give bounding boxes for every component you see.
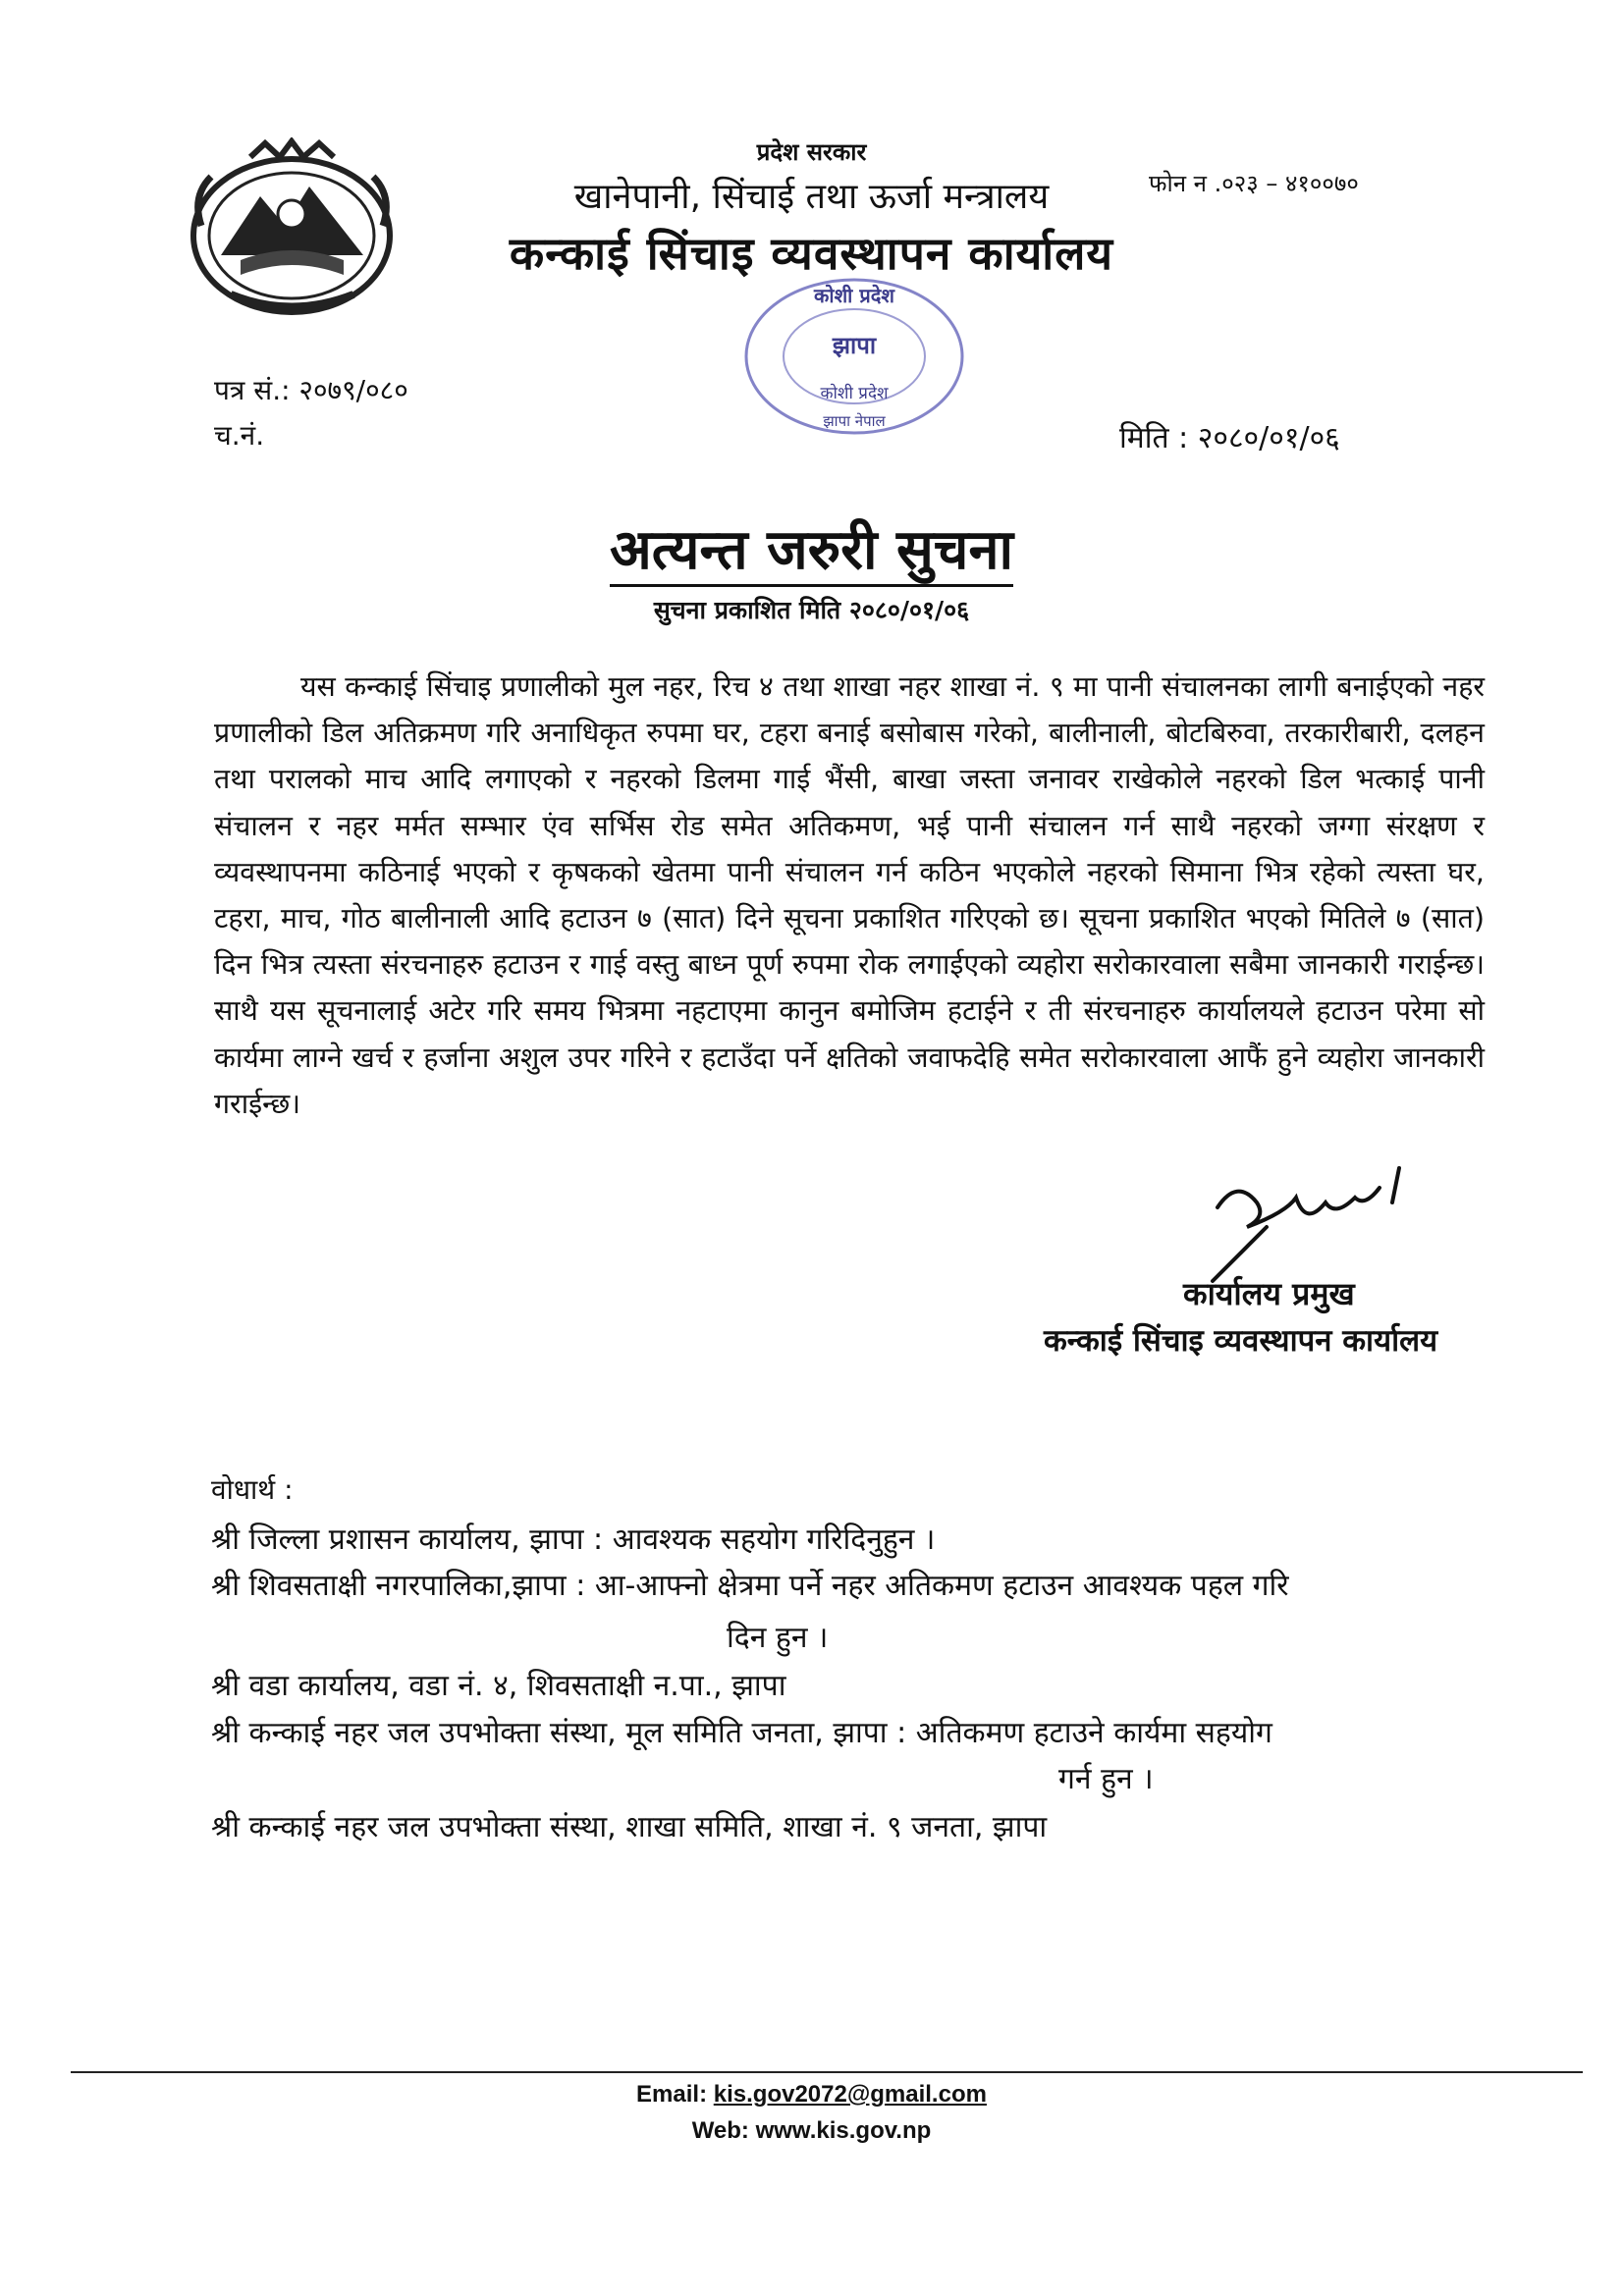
notice-body: यस कन्काई सिंचाइ प्रणालीको मुल नहर, रिच ४ तथा शाखा नहर शाखा नं. ९ मा पानी संचालनका लागी बनाईएको नहर प्रणालीको डिल अतिक्रमण गरि अनाधिकृत रुपमा घर, टहरा बनाई बसोबास गरेको, बालीनाली, बोटबिरुवा, तरकारीबारी, दलहन तथा परालको माच आदि लगाएको र नहरको डिलमा गाई भैंसी, बाखा जस्ता जनावर राखेकोले नहरको डिल भत्काई पानी संचालन र नहर मर्मत सम्भार एंव सर्भिस रोड समेत अतिकमण, भई पानी संचालन गर्न साथै नहरको जग्गा संरक्षण र व्यवस्थापनमा कठिनाई भएको र कृषकको खेतमा पानी संचालन गर्न कठिन भएकोले नहरको सिमाना भित्र रहेको त्यस्ता घर, टहरा, माच, गोठ बालीनाली आदि हटाउन ७ (सात) दिने सूचना प्रकाशित गरिएको छ। सूचना प्रकाशित भएको मितिले ७ (सात) दिन भित्र त्यस्ता संरचनाहरु हटाउन र गाई वस्तु बाध्न पूर्ण रुपमा रोक लगाईएको व्यहोरा सरोकारवाला सबैमा जानकारी गराईन्छ। साथै यस सूचनालाई अटेर गरि समय भित्रमा नहटाएमा कानुन बमोजिम हटाईने र ती संरचनाहरु कार्यालयले हटाउन परेमा सो कार्यमा लाग्ने खर्च र हर्जाना अशुल उपर गरिने र हटाउँदा पर्ने क्षतिको जवाफदेहि समेत सरोकारवाला आफैं हुने व्यहोरा जानकारी गराईन्छ। <box>214 670 1485 1120</box>
published-date: सुचना प्रकाशित मिति २०८०/०१/०६ <box>653 596 970 624</box>
government-line: प्रदेश सरकार <box>756 138 867 166</box>
stamp-line-4: झापा नेपाल <box>823 412 886 430</box>
cc-item-4-continuation: गर्न हुन । <box>1058 1762 1154 1796</box>
footer-divider <box>71 2071 1583 2073</box>
footer-web[interactable]: Web: www.kis.gov.np <box>691 2117 932 2144</box>
cc-item-1: श्री जिल्ला प्रशासन कार्यालय, झापा : आवश्यक सहयोग गरिदिनुहुन । <box>211 1522 936 1557</box>
footer-email <box>0 2081 1623 2109</box>
phone-number: फोन न .०२३ – ४१००७० <box>1149 170 1359 197</box>
stamp-line-3: कोशी प्रदेश <box>820 384 889 403</box>
notice-title <box>0 510 1623 585</box>
chalani-number: च.नं. <box>214 419 265 452</box>
handwritten-signature <box>1198 1158 1424 1286</box>
notice-title-text: अत्यन्त जरुरी सुचना <box>610 518 1013 587</box>
ministry-name: खानेपानी, सिंचाई तथा ऊर्जा मन्त्रालय <box>573 177 1050 217</box>
cc-item-2-continuation: दिन हुन । <box>727 1621 829 1655</box>
cc-item-2: श्री शिवसताक्षी नगरपालिका,झापा : आ-आफ्नो क्षेत्रमा पर्ने नहर अतिकमण हटाउन आवश्यक पहल गरि <box>211 1569 1289 1603</box>
cc-item-5: श्री कन्काई नहर जल उपभोक्ता संस्था, शाखा समिति, शाखा नं. ९ जनता, झापा <box>211 1810 1048 1844</box>
cc-item-3: श्री वडा कार्यालय, वडा नं. ४, शिवसताक्षी न.पा., झापा <box>211 1669 786 1703</box>
office-name: कन्काई सिंचाइ व्यवस्थापन कार्यालय <box>509 227 1114 280</box>
office-stamp <box>731 273 977 445</box>
stamp-line-1: कोशी प्रदेश <box>814 284 894 307</box>
stamp-line-2: झापा <box>832 332 877 359</box>
cc-item-4: श्री कन्काई नहर जल उपभोक्ता संस्था, मूल समिति जनता, झापा : अतिकमण हटाउने कार्यमा सहयोग <box>211 1716 1272 1750</box>
email-label: Email: <box>636 2081 708 2108</box>
signatory-title: कार्यालय प्रमुख <box>1183 1275 1355 1312</box>
email-link[interactable]: kis.gov2072@gmail.com <box>713 2081 987 2108</box>
signatory-office: कन्काई सिंचाइ व्यवस्थापन कार्यालय <box>1044 1323 1438 1359</box>
cc-label: वोधार्थ : <box>211 1473 294 1506</box>
reference-number: पत्र सं.: २०७९/०८० <box>214 374 408 406</box>
letter-date: मिति : २०८०/०१/०६ <box>1119 421 1340 455</box>
